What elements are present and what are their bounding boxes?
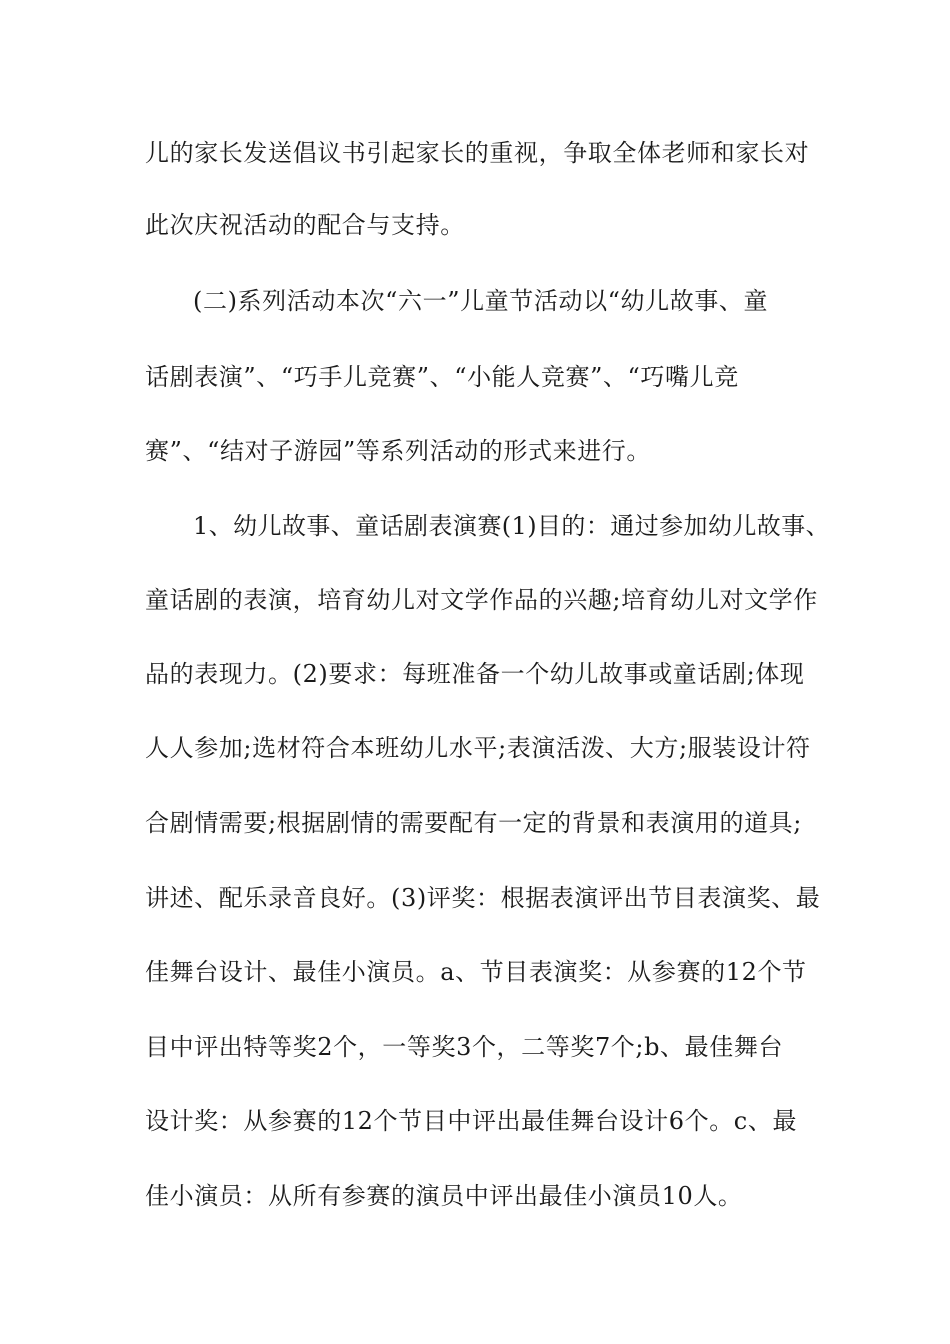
text-line: 目中评出特等奖2个，一等奖3个，二等奖7个;b、最佳舞台 xyxy=(145,1033,784,1061)
text-line: 佳舞台设计、最佳小演员。a、节目表演奖：从参赛的12个节 xyxy=(145,958,807,986)
text-line: 赛”、“结对子游园”等系列活动的形式来进行。 xyxy=(145,437,652,465)
text-line: 佳小演员：从所有参赛的演员中评出最佳小演员10人。 xyxy=(145,1182,743,1210)
paragraph-start-line: 1、幼儿故事、童话剧表演赛(1)目的：通过参加幼儿故事、 xyxy=(193,512,831,540)
text-line: 合剧情需要;根据剧情的需要配有一定的背景和表演用的道具; xyxy=(145,809,802,837)
text-line: 品的表现力。(2)要求：每班准备一个幼儿故事或童话剧;体现 xyxy=(145,660,805,688)
text-line: 话剧表演”、“巧手儿竞赛”、“小能人竞赛”、“巧嘴儿竞 xyxy=(145,363,739,391)
paragraph-start-line: (二)系列活动本次“六一”儿童节活动以“幼儿故事、童 xyxy=(193,287,769,315)
text-line: 人人参加;选材符合本班幼儿水平;表演活泼、大方;服装设计符 xyxy=(145,734,811,762)
text-line: 儿的家长发送倡议书引起家长的重视，争取全体老师和家长对 xyxy=(145,139,810,167)
text-line: 设计奖：从参赛的12个节目中评出最佳舞台设计6个。c、最 xyxy=(145,1107,798,1135)
text-line: 童话剧的表演，培育幼儿对文学作品的兴趣;培育幼儿对文学作 xyxy=(145,586,818,614)
text-line: 此次庆祝活动的配合与支持。 xyxy=(145,211,465,239)
text-line: 讲述、配乐录音良好。(3)评奖：根据表演评出节目表演奖、最 xyxy=(145,884,821,912)
